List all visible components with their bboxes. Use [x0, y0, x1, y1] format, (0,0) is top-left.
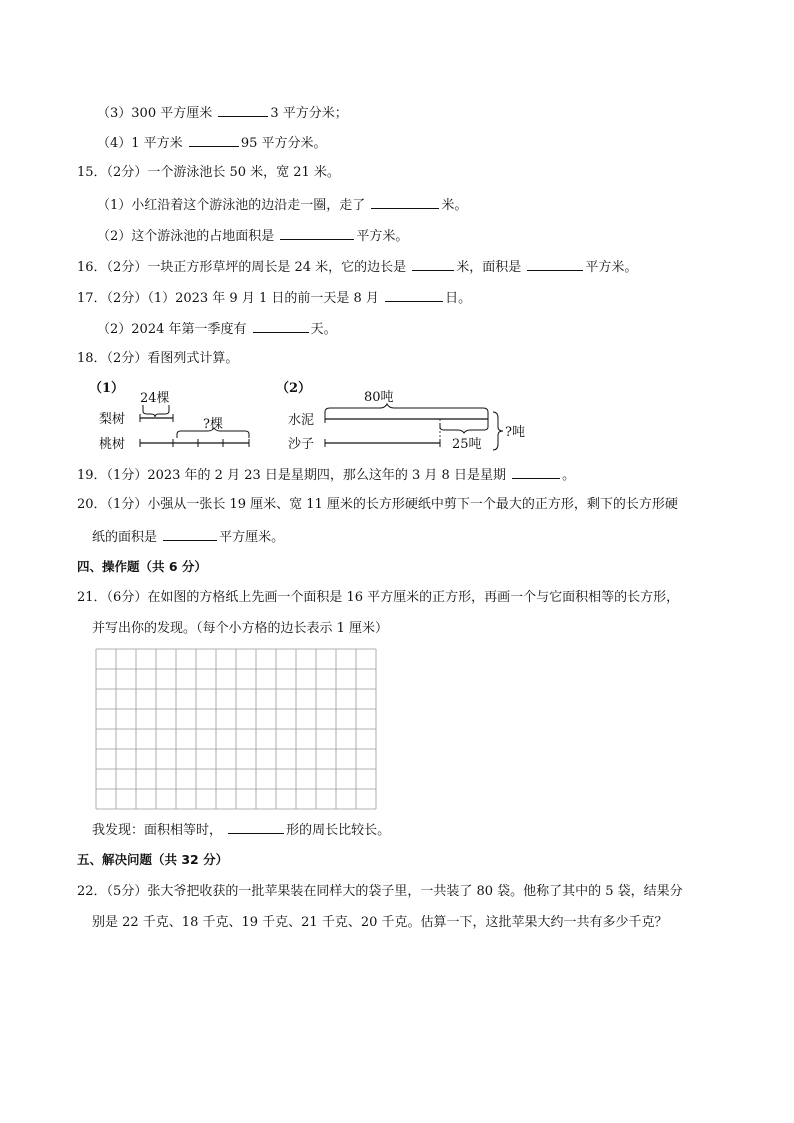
answer-blank[interactable] [512, 465, 560, 479]
diagram2-row2-label: 沙子 [288, 437, 315, 452]
q15-part1 [97, 195, 467, 215]
answer-blank[interactable] [228, 820, 284, 834]
q15-part2 [97, 226, 408, 246]
section-4-heading: 四、操作题（共 6 分） [77, 559, 207, 574]
q15-stem: 15．（2分）一个游泳池长 50 米，宽 21 米。 [77, 165, 340, 180]
q18-diagram-1 [85, 378, 265, 456]
q20-line2 [92, 527, 284, 547]
answer-blank[interactable] [163, 527, 217, 541]
answer-blank[interactable] [218, 103, 268, 117]
diagram2-bottom-label: 25吨 [452, 437, 482, 452]
answer-blank[interactable] [253, 319, 309, 333]
q19-before: 19．（1分）2023 年的 2 月 23 日是星期四，那么这年的 3 月 8 日是星期 [77, 468, 506, 483]
q21-finding-after: 形的周长比较长。 [286, 823, 391, 838]
q21-line1: 21．（6分）在如图的方格纸上先画一个面积是 16 平方厘米的正方形，再画一个与它面积相等的长方形， [77, 590, 680, 605]
q15-part2-after: 平方米。 [356, 229, 409, 244]
q17-part2-before: （2）2024 年第一季度有 [97, 322, 247, 337]
q18-diagram-2 [272, 378, 534, 456]
diagram1-question: ?棵 [203, 417, 223, 432]
answer-blank[interactable] [385, 288, 443, 302]
q14-part3 [97, 103, 348, 123]
q14-part4-after: 95 平方分米。 [240, 136, 327, 151]
answer-blank[interactable] [527, 257, 583, 271]
q17-part1-after: 日。 [445, 291, 472, 306]
answer-blank[interactable] [371, 195, 439, 209]
q21-line2: 并写出你的发现。（每个小方格的边长表示 1 厘米） [92, 621, 389, 636]
q15-part1-after: 米。 [441, 198, 468, 213]
q20-line2-before: 纸的面积是 [92, 530, 158, 545]
diagram1-row1-label: 梨树 [99, 412, 126, 427]
q20-line1: 20．（1分）小强从一张长 19 厘米、宽 11 厘米的长方形硬纸中剪下一个最大的正方形，剩下的长方形硬 [77, 497, 678, 512]
q16-mid: 米，面积是 [456, 260, 522, 275]
q19-after: 。 [562, 468, 576, 483]
q16-after: 平方米。 [585, 260, 638, 275]
q14-part4 [97, 133, 327, 153]
q18-stem: 18．（2分）看图列式计算。 [77, 351, 239, 366]
answer-blank[interactable] [280, 226, 354, 240]
q20-line2-after: 平方厘米。 [219, 530, 285, 545]
q19 [77, 465, 575, 485]
diagram2-top-label: 80吨 [364, 390, 394, 405]
diagram1-row2-label: 桃树 [99, 437, 126, 452]
diagram1-top-label: 24棵 [140, 391, 170, 406]
diagram2-row1-label: 水泥 [288, 413, 315, 428]
diagram2-question: ?吨 [505, 425, 525, 440]
diagram2-number: （2） [276, 381, 312, 396]
q14-part4-label: （4）1 平方米 [97, 136, 183, 151]
section-5-heading: 五、解决问题（共 32 分） [77, 852, 229, 867]
answer-blank[interactable] [412, 257, 454, 271]
q14-part3-label: （3）300 平方厘米 [97, 106, 213, 121]
q14-part3-after: 3 平方分米； [270, 106, 348, 121]
q17-part1 [77, 288, 471, 308]
q15-part2-before: （2）这个游泳池的占地面积是 [97, 229, 275, 244]
q22-line2: 别是 22 千克、18 千克、19 千克、21 千克、20 千克。估算一下，这批苹果大约一共有多少千克？ [92, 915, 668, 930]
q21-finding [92, 820, 390, 840]
q16-before: 16．（2分）一块正方形草坪的周长是 24 米，它的边长是 [77, 260, 407, 275]
q21-finding-before: 我发现：面积相等时， [92, 823, 223, 838]
q17-part2-after: 天。 [310, 322, 337, 337]
q15-part1-before: （1）小红沿着这个游泳池的边沿走一圈，走了 [97, 198, 366, 213]
diagram1-number: （1） [89, 381, 125, 396]
answer-blank[interactable] [189, 133, 239, 147]
grid-paper[interactable] [95, 648, 377, 810]
q22-line1: 22．（5分）张大爷把收获的一批苹果装在同样大的袋子里，一共装了 80 袋。他称了其中的 5 袋，结果分 [77, 884, 683, 899]
q17-part2 [97, 319, 337, 339]
q16 [77, 257, 637, 277]
q17-part1-before: 17．（2分）（1）2023 年 9 月 1 日的前一天是 8 月 [77, 291, 379, 306]
